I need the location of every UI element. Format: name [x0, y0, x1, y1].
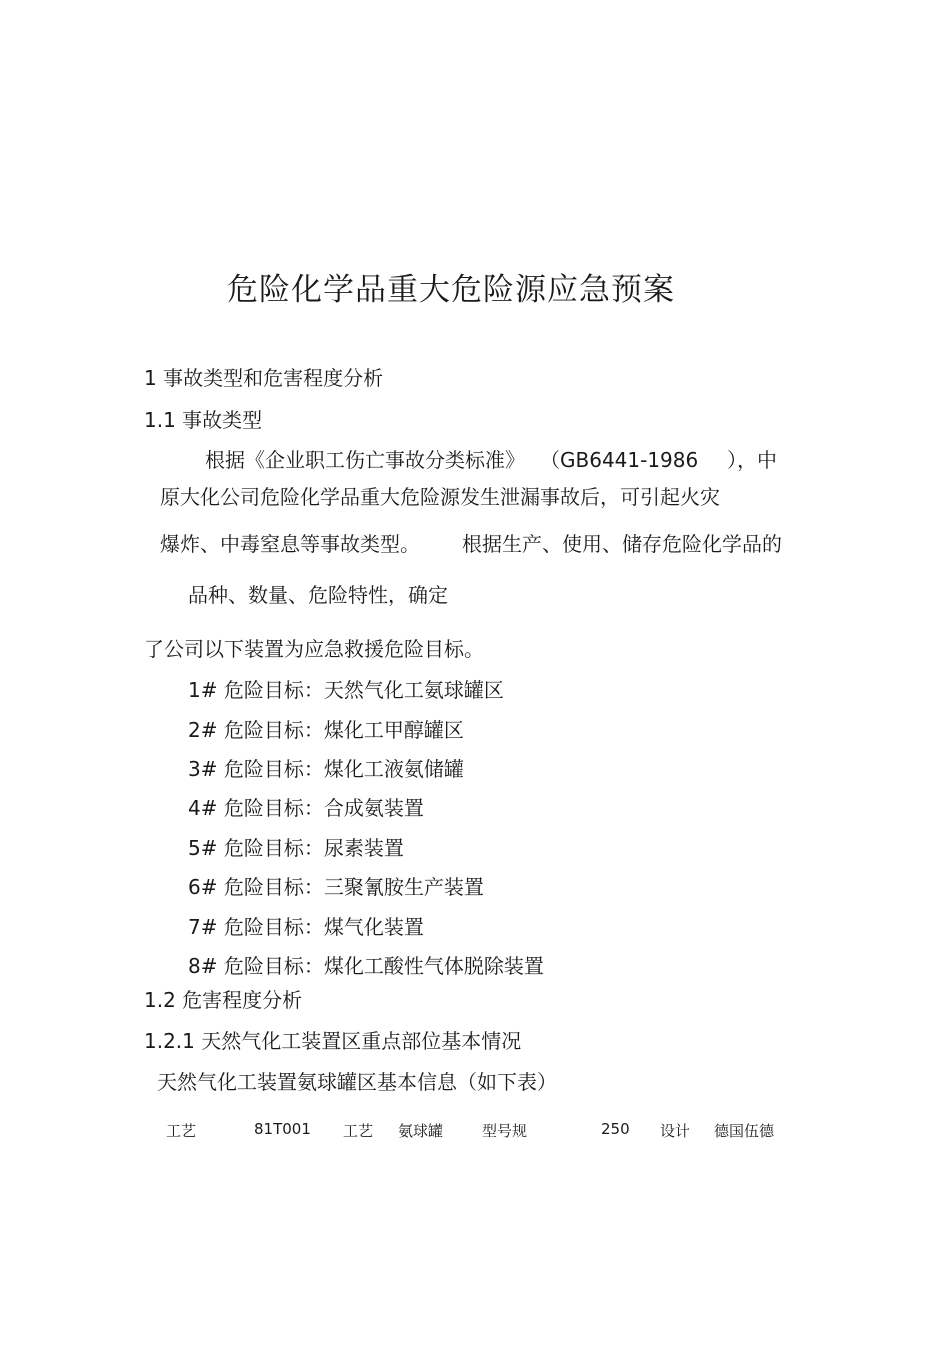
- table-cell: 81T001: [254, 1120, 311, 1138]
- para-line-1c: ），中: [727, 448, 777, 472]
- section-1-2-heading: 1.2 危害程度分析: [144, 988, 303, 1012]
- target-item: 8# 危险目标：煤化工酸性气体脱除装置: [188, 954, 544, 978]
- target-item: 7# 危险目标：煤气化装置: [188, 915, 424, 939]
- table-cell: 型号规: [482, 1122, 528, 1140]
- table-cell: 工艺: [343, 1122, 374, 1140]
- para-line-4: 品种、数量、危险特性，确定: [188, 583, 448, 607]
- para-line-3b: 根据生产、使用、储存危险化学品的: [462, 532, 782, 556]
- target-item: 6# 危险目标：三聚氰胺生产装置: [188, 875, 484, 899]
- table-cell: 工艺: [166, 1122, 197, 1140]
- table-cell: 氨球罐: [398, 1122, 444, 1140]
- target-item: 4# 危险目标：合成氨装置: [188, 796, 424, 820]
- para-line-1b: （GB6441-1986: [540, 448, 699, 472]
- section-1-heading: 1 事故类型和危害程度分析: [144, 366, 384, 390]
- target-item: 5# 危险目标：尿素装置: [188, 836, 404, 860]
- section-1-1-heading: 1.1 事故类型: [144, 408, 263, 432]
- table-cell: 设计: [660, 1122, 691, 1140]
- para-line-5: 了公司以下装置为应急救援危险目标。: [144, 637, 484, 661]
- para-line-3a: 爆炸、中毒窒息等事故类型。: [160, 532, 420, 556]
- target-item: 2# 危险目标：煤化工甲醇罐区: [188, 718, 464, 742]
- para-line-2: 原大化公司危险化学品重大危险源发生泄漏事故后，可引起火灾: [160, 485, 720, 509]
- table-cell: 德国伍德: [714, 1122, 775, 1140]
- para-line-1a: 根据《企业职工伤亡事故分类标准》: [205, 448, 525, 472]
- page-title: 危险化学品重大危险源应急预案: [227, 272, 675, 308]
- table-intro: 天然气化工装置氨球罐区基本信息（如下表）: [157, 1070, 557, 1094]
- table-cell: 250: [601, 1120, 630, 1138]
- target-item: 1# 危险目标：天然气化工氨球罐区: [188, 678, 504, 702]
- section-1-2-1-heading: 1.2.1 天然气化工装置区重点部位基本情况: [144, 1029, 522, 1053]
- target-item: 3# 危险目标：煤化工液氨储罐: [188, 757, 464, 781]
